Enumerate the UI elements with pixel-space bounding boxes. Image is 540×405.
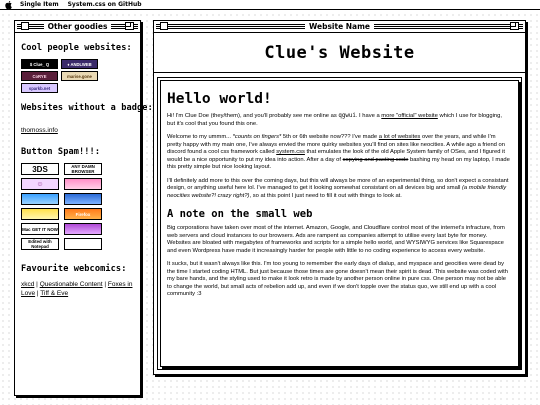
strike-text: copying and pasting code bbox=[342, 156, 409, 163]
cool-websites-badges bbox=[21, 59, 134, 93]
site-title: Clue's Website bbox=[264, 42, 415, 63]
intro-paragraph bbox=[167, 113, 511, 128]
small-web-heading: A note on the small web bbox=[167, 208, 313, 220]
sidebar-title: Other goodies bbox=[44, 22, 112, 31]
button-firefox[interactable]: Firefox bbox=[64, 208, 102, 220]
article-frame bbox=[157, 77, 522, 370]
plans-paragraph bbox=[167, 178, 511, 201]
button-yellow[interactable] bbox=[21, 208, 59, 220]
article bbox=[160, 80, 519, 367]
badge-marise[interactable]: marise.gone bbox=[61, 71, 98, 81]
button-purple[interactable] bbox=[64, 223, 102, 235]
button-smiley[interactable]: ☺ bbox=[21, 178, 59, 190]
lots-of-websites-link[interactable]: a lot of websites bbox=[378, 134, 421, 140]
close-box-icon[interactable] bbox=[21, 22, 29, 30]
text: 5th or 6th website now??? I've made bbox=[281, 134, 379, 140]
apple-icon[interactable] bbox=[4, 1, 12, 9]
button-pink[interactable] bbox=[64, 178, 102, 190]
close-box-icon[interactable] bbox=[160, 22, 168, 30]
badge-clue[interactable]: $ Clue_ Q bbox=[21, 59, 58, 69]
zoom-box-icon[interactable] bbox=[125, 22, 134, 30]
webcomic-link-tiff[interactable]: Tiff & Eve bbox=[40, 290, 69, 297]
no-badge-heading: Websites without a badge: bbox=[21, 103, 153, 113]
sidebar-window bbox=[14, 20, 153, 396]
button-notepad[interactable]: Edited with Notepad bbox=[21, 238, 59, 250]
badge-andlweb[interactable]: ♦ ANDLWEB bbox=[61, 59, 98, 69]
text: Hi! I'm Clue Doe (they/them), and you'll probably see me online as bbox=[167, 113, 339, 119]
cool-websites-heading: Cool people websites: bbox=[21, 43, 132, 53]
official-website-link[interactable]: more "official" website bbox=[381, 113, 438, 119]
menu-item-single-item[interactable]: Single Item bbox=[20, 1, 59, 8]
site-header bbox=[154, 33, 525, 73]
text: over the years, and while I'm pretty happy with my main one, I've always envied the more quirky websites you'll find on sites like neocities. A while ago a friend on discord found a cool css framework called bbox=[167, 134, 505, 155]
webcomics-heading: Favourite webcomics: bbox=[21, 264, 127, 274]
menubar bbox=[0, 0, 540, 10]
hello-heading: Hello world! bbox=[167, 91, 272, 107]
button-shark[interactable] bbox=[64, 193, 102, 205]
system-css-link[interactable]: system.css bbox=[276, 149, 305, 155]
text: which I use for blogging, but it's cool that you found this one. bbox=[167, 113, 502, 127]
button-3ds[interactable]: 3DS bbox=[21, 163, 59, 175]
main-titlebar[interactable] bbox=[154, 21, 525, 33]
text: that emulates the look of the old Apple System family of OSes, and I figured it would be a nice opportunity to put my idea into action. After a day of bbox=[167, 149, 506, 163]
main-window-title: Website Name bbox=[305, 22, 374, 31]
button-spam-heading: Button Spam!!!: bbox=[21, 147, 101, 157]
text: . I have a bbox=[355, 113, 382, 119]
badge-sparkb[interactable]: sparkb.net bbox=[21, 83, 58, 93]
text: I'll definitely add more to this over the coming days, but this will always be more of an experimental thing, so don't expect a consistant design, or anything useful here lol. I've managed to get it looking somewhat consistant on all devices big and small bbox=[167, 177, 509, 191]
webcomic-link-qc[interactable]: Questionable Content bbox=[39, 281, 103, 288]
webcomic-link-xkcd[interactable]: xkcd bbox=[21, 281, 35, 288]
menu-item-github[interactable]: System.css on GitHub bbox=[67, 1, 142, 8]
text: bashing my head on my laptop, I made this pretty simple but nice looking layout. bbox=[167, 156, 510, 170]
sidebar-titlebar[interactable] bbox=[15, 21, 140, 33]
button-spam-grid bbox=[21, 163, 134, 250]
main-window bbox=[153, 20, 526, 375]
welcome-paragraph bbox=[167, 134, 511, 172]
handle: qgwui bbox=[338, 113, 356, 119]
text-italic: *counts on fingers* bbox=[232, 134, 282, 140]
button-any-browser[interactable]: ANY DAMN BROWSER bbox=[64, 163, 102, 175]
corporations-paragraph: Big corporations have taken over most of the internet. Amazon, Google, and Cloudflare control most of the internet's infracture, from web servers and cloud instances to our browsers. Ads are rampent as companies attempt to utilise every last byte for money. Websites are bloated with megabytes of frameworks and scripts for a simple hello world, and WYSIWYG services like Squarespace and even Wordpress have made it increasingly harder for people with little to no coding experience to access every website. bbox=[167, 225, 505, 254]
button-blank[interactable] bbox=[64, 238, 102, 250]
badge-corye[interactable]: CoRYE bbox=[21, 71, 58, 81]
webcomics-list: xkcd | Questionable Content | Foxes in Love | Tiff & Eve bbox=[21, 281, 133, 297]
button-mac[interactable]: Mac GET IT NOW bbox=[21, 223, 59, 235]
text-italic: (a mobile friendly neocities website?! crazy right?) bbox=[167, 185, 507, 199]
webcomic-link-foxes[interactable]: Foxes in Love bbox=[21, 281, 133, 297]
rebellion-paragraph: It sucks, but it wasn't always like this. I'm too young to remember the early days of dialup, and myspace and geocities were dead by the time I started coding HTML. But just because those times are gone doesn't mean their spirit is dead. This website was coded with my bare hands, and the styling used to make it look retro is made by another person online in pure css. One person may not be able to change the world, but small acts of rebelion add up, and even if we don't topple over the status quo, we still end up with a cool community :3 bbox=[167, 261, 508, 297]
text: , so at this point I just need to fill it out with things to look at. bbox=[249, 192, 402, 199]
zoom-box-icon[interactable] bbox=[510, 22, 519, 30]
text: Welcome to my ummm... bbox=[167, 134, 233, 140]
button-blue-fish[interactable] bbox=[21, 193, 59, 205]
thomoss-link[interactable]: thomoss.info bbox=[21, 127, 58, 134]
